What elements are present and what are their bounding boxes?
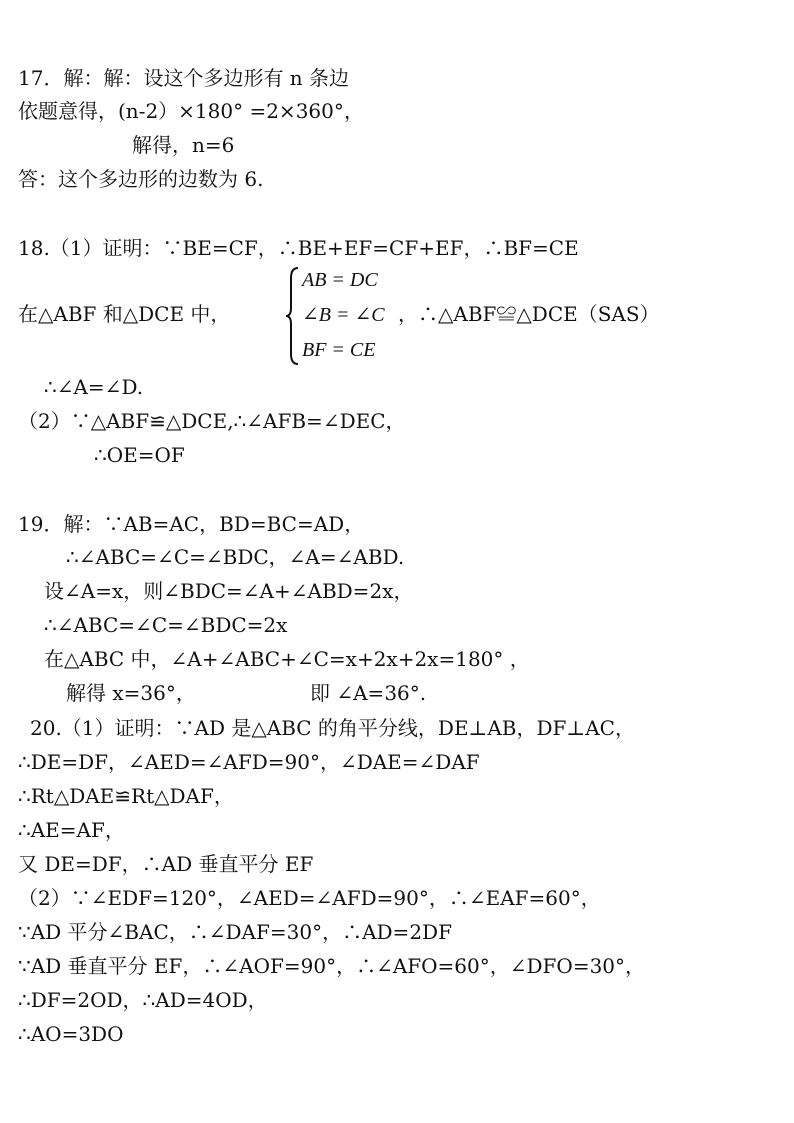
q18-part2: （2）∵△ABF≌△DCE,∴∠AFB=∠DEC， <box>18 409 406 433</box>
q19-heading: 19．解：∵AB=AC，BD=BC=AD， <box>18 512 365 536</box>
system-row-1: AB = DC <box>302 269 378 291</box>
q19-step1: ∴∠ABC=∠C=∠BDC，∠A=∠ABD. <box>66 545 405 569</box>
q20-line4: ∴AE=AF， <box>18 818 125 842</box>
q18-in-triangles: 在△ABF 和△DCE 中， <box>18 302 231 326</box>
system-row-3: BF = CE <box>302 339 376 361</box>
q19-solve: 解得 x=36°， <box>66 681 196 705</box>
q18-part1: 18.（1）证明：∵BE=CF，∴BE+EF=CF+EF，∴BF=CE <box>18 236 579 260</box>
q20-line5: 又 DE=DF，∴AD 垂直平分 EF <box>18 852 314 876</box>
q20-part2: （2）∵∠EDF=120°，∠AED=∠AFD=90°，∴∠EAF=60°， <box>18 886 601 910</box>
q20-part1: 20.（1）证明：∵AD 是△ABC 的角平分线，DE⊥AB，DF⊥AC， <box>30 716 635 740</box>
q18-equation-system <box>284 266 416 366</box>
q19-step2: 设∠A=x，则∠BDC=∠A+∠ABD=2x， <box>44 579 414 603</box>
q19-result: 即 ∠A=36°. <box>310 681 427 705</box>
left-brace-icon <box>284 266 300 366</box>
q20-line8: ∵AD 垂直平分 EF，∴∠AOF=90°，∴∠AFO=60°，∠DFO=30°， <box>18 954 646 978</box>
q20-line7: ∵AD 平分∠BAC，∴∠DAF=30°，∴AD=2DF <box>18 920 452 944</box>
q18-conclusion: ∴OE=OF <box>94 443 185 467</box>
q18-angle-equal: ∴∠A=∠D. <box>44 375 144 399</box>
system-row-2: ∠B = ∠C <box>302 304 385 326</box>
q20-line3: ∴Rt△DAE≌Rt△DAF， <box>18 784 234 808</box>
q17-answer: 答：这个多边形的边数为 6. <box>18 167 264 191</box>
q20-line9: ∴DF=2OD，∴AD=4OD， <box>18 988 268 1012</box>
q17-heading: 17．解：解：设这个多边形有 n 条边 <box>18 66 350 90</box>
q20-line10: ∴AO=3DO <box>18 1022 124 1046</box>
q18-congruence: ，∴△ABF≌△DCE（SAS） <box>398 302 660 326</box>
q19-step3: ∴∠ABC=∠C=∠BDC=2x <box>44 613 288 637</box>
q17-equation: 依题意得，(n-2）×180° =2×360°， <box>18 99 364 123</box>
q17-solve: 解得，n=6 <box>132 133 235 157</box>
q19-step4: 在△ABC 中，∠A+∠ABC+∠C=x+2x+2x=180° ， <box>44 647 530 671</box>
q20-line2: ∴DE=DF，∠AED=∠AFD=90°，∠DAE=∠DAF <box>18 750 480 774</box>
